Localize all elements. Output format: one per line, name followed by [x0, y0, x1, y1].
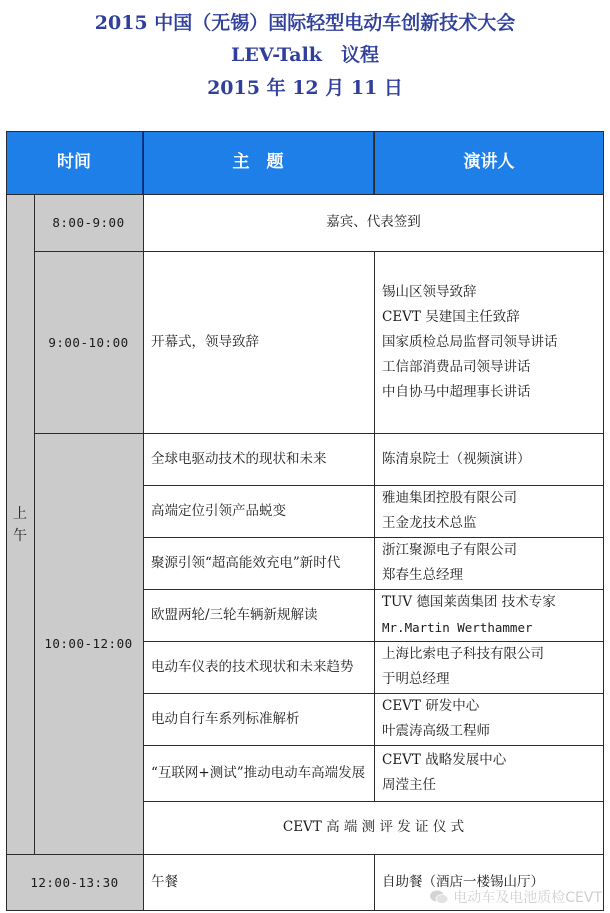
opening-speakers — [374, 251, 604, 433]
speaker-line: 上海比索电子科技有限公司 — [382, 646, 544, 662]
speaker-line: 浙江聚源电子有限公司 — [382, 542, 517, 558]
talk-topic: 电动车仪表的技术现状和未来趋势 — [151, 658, 354, 675]
time-session: 10:00-12:00 — [44, 636, 133, 651]
speaker-line: 自助餐（酒店一楼锡山厅） — [382, 874, 544, 890]
speaker-line: 周滢主任 — [382, 777, 436, 793]
speaker-line: 叶震涛高级工程师 — [382, 723, 490, 739]
grid-line — [143, 801, 604, 802]
opening-topic: 开幕式，领导致辞 — [151, 333, 259, 350]
speaker-line: 王金龙技术总监 — [382, 515, 477, 531]
talk-speaker — [374, 641, 604, 693]
talk-speaker — [374, 693, 604, 745]
registration-topic: 嘉宾、代表签到 — [326, 214, 421, 230]
conference-title: 2015 中国（无锡）国际轻型电动车创新技术大会 — [94, 12, 516, 34]
agenda-date: 2015 年 12 月 11 日 — [207, 77, 403, 99]
column-header-speaker: 演讲人 — [374, 131, 604, 194]
morning-label-char-2: 午 — [13, 528, 27, 544]
wechat-icon — [429, 889, 449, 905]
talk-speaker — [374, 537, 604, 589]
grid-line — [374, 131, 375, 194]
speaker-line: 锡山区领导致辞 — [382, 283, 477, 300]
grid-line — [34, 194, 35, 854]
talk-topic: 高端定位引领产品蜕变 — [151, 502, 286, 519]
morning-label-char-1: 上 — [13, 506, 27, 522]
talk-topic: 聚源引领“超高能效充电”新时代 — [151, 554, 341, 571]
talk-speaker — [374, 745, 604, 801]
grid-line — [6, 910, 604, 911]
talk-topic: 全球电驱动技术的现状和未来 — [151, 450, 327, 467]
talk-topic: “互联网+测试”推动电动车高端发展 — [151, 764, 366, 781]
talk-speaker — [374, 589, 604, 641]
speaker-line: 陈清泉院士（视频演讲） — [382, 450, 531, 467]
speaker-line: CEVT 吴建国主任致辞 — [382, 308, 520, 325]
watermark-text: 电动车及电池质检CEVT — [453, 890, 602, 906]
speaker-line: 郑春生总经理 — [382, 567, 463, 583]
speaker-line: 于明总经理 — [382, 671, 450, 687]
grid-line — [6, 194, 604, 195]
talk-topic: 欧盟两轮/三轮车辆新规解读 — [151, 606, 318, 623]
speaker-line: CEVT 战略发展中心 — [382, 752, 507, 768]
talk-speaker — [374, 485, 604, 537]
column-header-time: 时间 — [6, 131, 143, 194]
lunch-topic: 午餐 — [151, 874, 178, 890]
agenda-title: LEV-Talk 议程 — [231, 44, 379, 66]
speaker-line: Mr.Martin Werthammer — [382, 620, 533, 635]
ceremony-topic: CEVT 高 端 测 评 发 证 仪 式 — [282, 819, 465, 835]
agenda-table — [6, 131, 604, 911]
grid-line — [34, 433, 604, 434]
speaker-line: TUV 德国莱茵集团 技术专家 — [382, 594, 556, 610]
grid-line — [6, 131, 7, 911]
column-header-topic: 主 题 — [143, 131, 374, 194]
grid-line — [6, 854, 604, 855]
grid-line — [374, 251, 375, 801]
grid-line — [143, 131, 144, 911]
talk-speaker — [374, 433, 604, 485]
speaker-line: 工信部消费品司领导讲话 — [382, 358, 531, 375]
speaker-line: 雅迪集团控股有限公司 — [382, 490, 517, 506]
time-opening: 9:00-10:00 — [48, 334, 129, 350]
grid-line — [6, 131, 604, 132]
watermark — [429, 887, 602, 907]
grid-line — [603, 131, 604, 911]
time-registration: 8:00-9:00 — [52, 215, 125, 230]
grid-line — [374, 854, 375, 911]
speaker-line: CEVT 研发中心 — [382, 698, 480, 714]
grid-line — [34, 251, 604, 252]
speaker-line: 中自协马中超理事长讲话 — [382, 383, 531, 400]
morning-label — [6, 503, 34, 563]
time-lunch: 12:00-13:30 — [30, 875, 119, 890]
speaker-line: 国家质检总局监督司领导讲话 — [382, 333, 558, 350]
talk-topic: 电动自行车系列标准解析 — [151, 710, 300, 727]
